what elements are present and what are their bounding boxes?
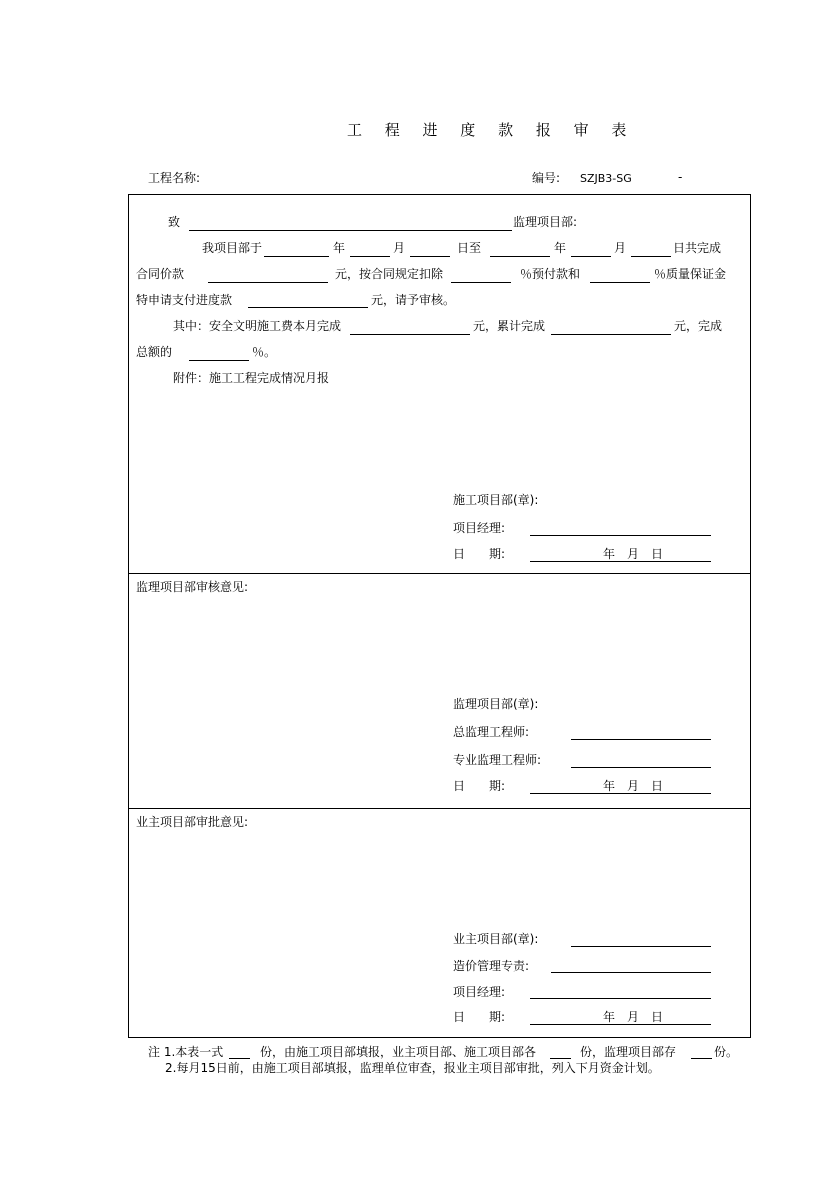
specialist-engineer-field[interactable] <box>571 767 711 768</box>
end-year-field[interactable] <box>490 256 550 257</box>
owner-manager-label: 项目经理: <box>453 985 506 999</box>
supervision-date-label: 日 期: <box>453 779 506 793</box>
day-to-label: 日至 <box>457 241 482 255</box>
month-label-2: 月 <box>614 241 627 255</box>
day-total-label: 日共完成 <box>673 241 722 255</box>
line4-suffix: 元，完成 <box>674 319 723 333</box>
year-label: 年 <box>333 241 346 255</box>
year-label-2: 年 <box>554 241 567 255</box>
safety-total-field[interactable] <box>551 334 671 335</box>
attachment-label: 附件：施工工程完成情况月报 <box>173 371 330 385</box>
addressee-field[interactable] <box>189 230 512 231</box>
code-label: 编号: <box>532 171 561 185</box>
total-percent-field[interactable] <box>189 360 249 361</box>
supervision-review-heading: 监理项目部审核意见: <box>136 580 249 594</box>
line4-mid: 元，累计完成 <box>473 319 546 333</box>
end-month-field[interactable] <box>571 256 611 257</box>
note1-copies-field[interactable] <box>229 1058 250 1059</box>
frame-tick-mid <box>128 230 129 250</box>
chief-engineer-field[interactable] <box>571 739 711 740</box>
construction-stamp-label: 施工项目部(章): <box>453 493 539 507</box>
line2-prefix: 合同价款 <box>136 267 185 281</box>
page-title: 工 程 进 度 款 报 审 表 <box>347 121 636 139</box>
to-label: 致 <box>168 215 181 229</box>
start-day-field[interactable] <box>410 256 450 257</box>
prepay-percent-field[interactable] <box>451 282 511 283</box>
line3-suffix: 元，请予审核。 <box>371 293 456 307</box>
project-name-label: 工程名称: <box>148 171 201 185</box>
owner-date-field[interactable] <box>530 1024 711 1025</box>
construction-manager-label: 项目经理: <box>453 521 506 535</box>
owner-manager-field[interactable] <box>530 998 711 999</box>
owner-date-ymd: 年 月 日 <box>603 1010 664 1024</box>
owner-stamp-field[interactable] <box>571 946 711 947</box>
month-label: 月 <box>393 241 406 255</box>
cost-manager-field[interactable] <box>551 972 711 973</box>
note1-b: 份，由施工项目部填报，业主项目部、施工项目部各 <box>260 1045 537 1059</box>
contract-amount-field[interactable] <box>208 282 328 283</box>
prepay-label: ％预付款和 <box>520 267 581 281</box>
supervision-stamp-label: 监理项目部(章): <box>453 697 539 711</box>
end-day-field[interactable] <box>631 256 671 257</box>
note1-d: 份。 <box>714 1045 739 1059</box>
note1-each-field[interactable] <box>550 1058 571 1059</box>
line1-prefix: 我项目部于 <box>202 241 263 255</box>
construction-date-ymd: 年 月 日 <box>603 547 664 561</box>
note2: 2.每月15日前，由施工项目部填报，监理单位审查，报业主项目部审批，列入下月资金计划。 <box>165 1061 660 1075</box>
note1-keep-field[interactable] <box>691 1058 712 1059</box>
line2-mid: 元，按合同规定扣除 <box>335 267 444 281</box>
supervision-dept-label: 监理项目部: <box>513 215 578 229</box>
start-month-field[interactable] <box>350 256 390 257</box>
owner-stamp-label: 业主项目部(章): <box>453 932 539 946</box>
construction-date-field[interactable] <box>530 561 711 562</box>
supervision-date-field[interactable] <box>530 793 711 794</box>
section-divider-2 <box>128 808 751 809</box>
owner-approval-heading: 业主项目部审批意见: <box>136 815 249 829</box>
payment-amount-field[interactable] <box>248 307 368 308</box>
construction-date-label: 日 期: <box>453 547 506 561</box>
quality-label: ％质量保证金 <box>654 267 727 281</box>
code-value: SZJB3-SG <box>580 172 632 185</box>
chief-engineer-label: 总监理工程师: <box>453 725 530 739</box>
note1-c: 份，监理项目部存 <box>580 1045 677 1059</box>
safety-month-field[interactable] <box>350 334 470 335</box>
code-suffix: - <box>678 170 683 184</box>
note1-a: 注 1.本表一式 <box>148 1045 224 1059</box>
supervision-date-ymd: 年 月 日 <box>603 779 664 793</box>
line5-prefix: 总额的 <box>136 345 173 359</box>
start-year-field[interactable] <box>264 256 329 257</box>
specialist-engineer-label: 专业监理工程师: <box>453 753 542 767</box>
line4-prefix: 其中：安全文明施工费本月完成 <box>173 319 342 333</box>
line3-prefix: 特申请支付进度款 <box>136 293 233 307</box>
owner-date-label: 日 期: <box>453 1010 506 1024</box>
cost-manager-label: 造价管理专责: <box>453 959 530 973</box>
construction-manager-field[interactable] <box>530 535 711 536</box>
quality-percent-field[interactable] <box>590 282 650 283</box>
frame-tick-top <box>128 194 129 202</box>
section-divider-1 <box>128 573 751 574</box>
line5-suffix: ％。 <box>252 345 277 359</box>
